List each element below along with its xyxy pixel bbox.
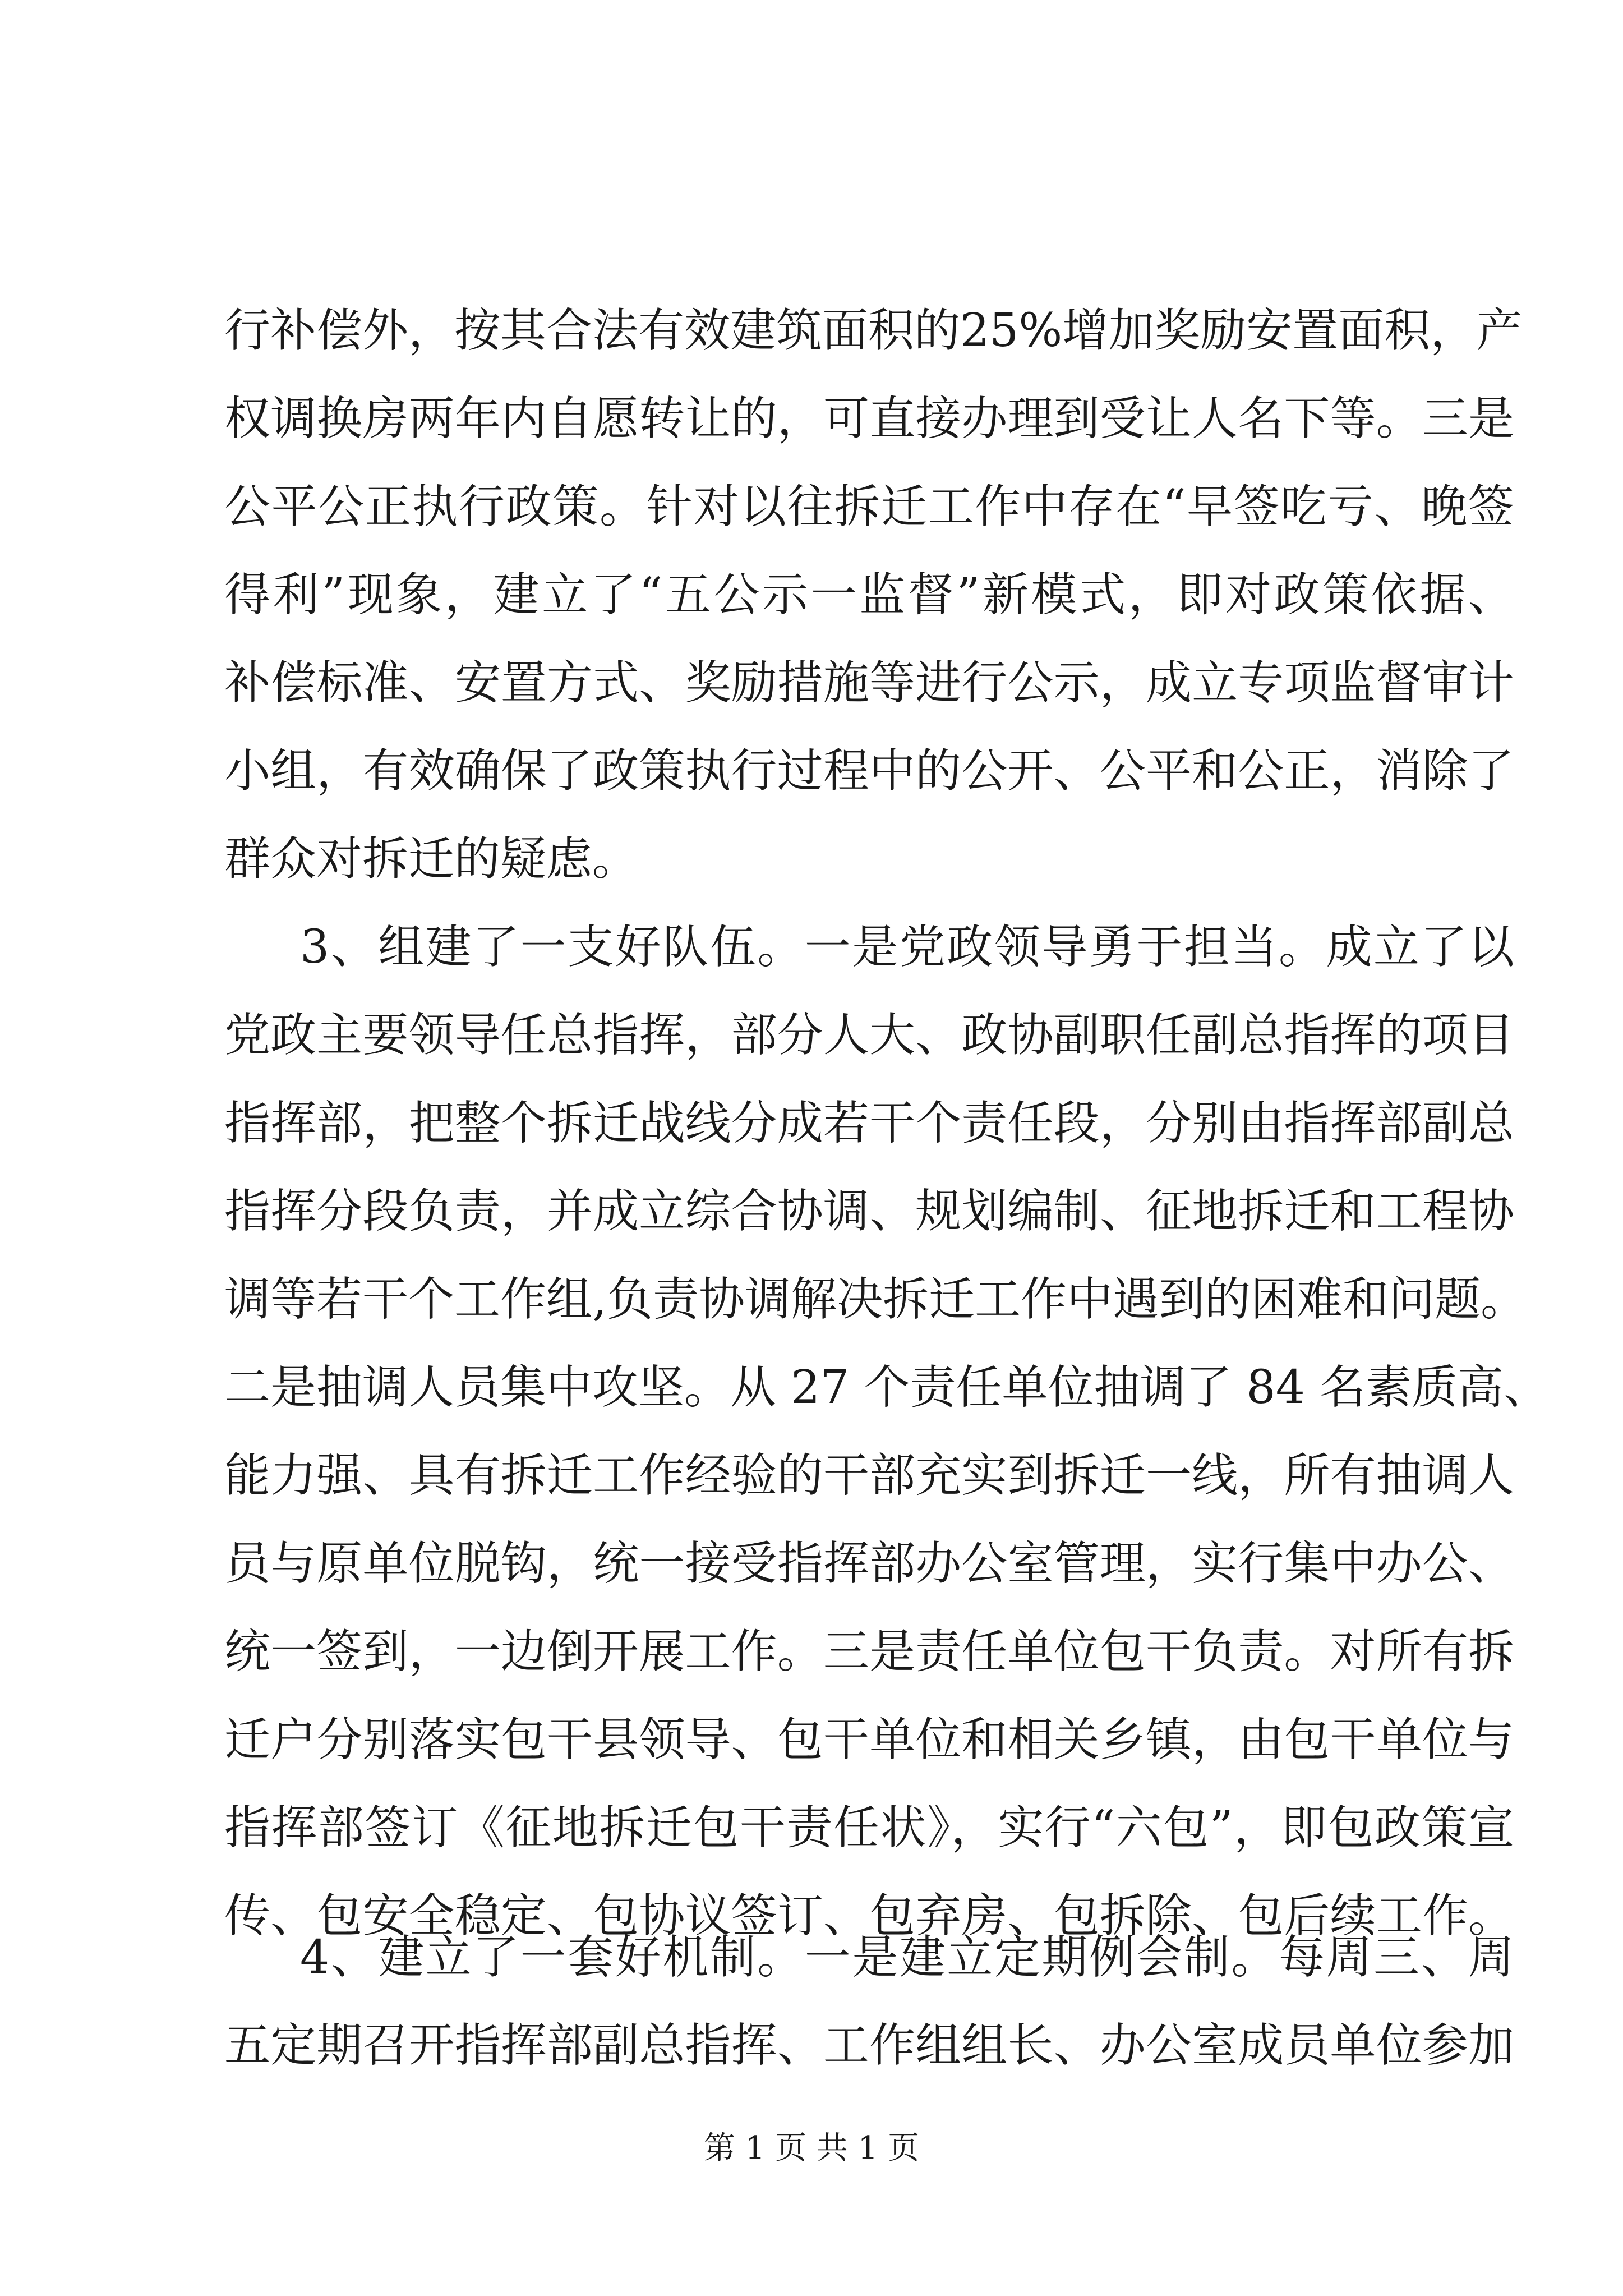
paragraph-heading-4: 4、建立了一套好机制。一是建立定期例会制。每周三、周 [300, 1931, 1514, 1984]
text-line: 群众对拆迁的疑虑。 [224, 832, 639, 886]
text-line: 权调换房两年内自愿转让的，可直接办理到受让人名下等。三是 [224, 392, 1514, 445]
text-line: 指挥分段负责，并成立综合协调、规划编制、征地拆迁和工程协 [224, 1185, 1514, 1238]
text-line: 调等若干个工作组,负责协调解决拆迁工作中遇到的困难和问题。 [224, 1273, 1527, 1326]
text-line: 统一签到，一边倒开展工作。三是责任单位包干负责。对所有拆 [224, 1625, 1514, 1678]
text-line: 得利”现象，建立了“五公示一监督”新模式，即对政策依据、 [224, 568, 1514, 622]
text-line: 五定期召开指挥部副总指挥、工作组组长、办公室成员单位参加 [224, 2019, 1514, 2072]
text-line: 公平公正执行政策。针对以往拆迁工作中存在“早签吃亏、晚签 [224, 480, 1514, 533]
text-line: 补偿标准、安置方式、奖励措施等进行公示，成立专项监督审计 [224, 656, 1514, 710]
text-line: 小组，有效确保了政策执行过程中的公开、公平和公正，消除了 [224, 744, 1514, 798]
text-line: 指挥部签订《征地拆迁包干责任状》，实行“六包”，即包政策宣 [224, 1801, 1514, 1855]
text-line: 指挥部，把整个拆迁战线分成若干个责任段，分别由指挥部副总 [224, 1097, 1514, 1150]
text-line: 迁户分别落实包干县领导、包干单位和相关乡镇，由包干单位与 [224, 1713, 1514, 1766]
page-footer: 第 1 页 共 1 页 [703, 2130, 920, 2166]
text-line: 能力强、具有拆迁工作经验的干部充实到拆迁一线，所有抽调人 [224, 1449, 1514, 1502]
text-line: 行补偿外，按其合法有效建筑面积的25%增加奖励安置面积，产 [224, 304, 1523, 357]
text-line: 党政主要领导任总指挥，部分人大、政协副职任副总指挥的项目 [224, 1009, 1514, 1062]
text-line: 二是抽调人员集中攻坚。从 27 个责任单位抽调了 84 名素质高、 [224, 1361, 1550, 1414]
text-line: 传、包安全稳定、包协议签订、包弃房、包拆除、包后续工作。 [224, 1889, 1514, 1943]
text-line: 员与原单位脱钩，统一接受指挥部办公室管理，实行集中办公、 [224, 1537, 1514, 1590]
paragraph-heading-3: 3、组建了一支好队伍。一是党政领导勇于担当。成立了以 [300, 921, 1514, 974]
